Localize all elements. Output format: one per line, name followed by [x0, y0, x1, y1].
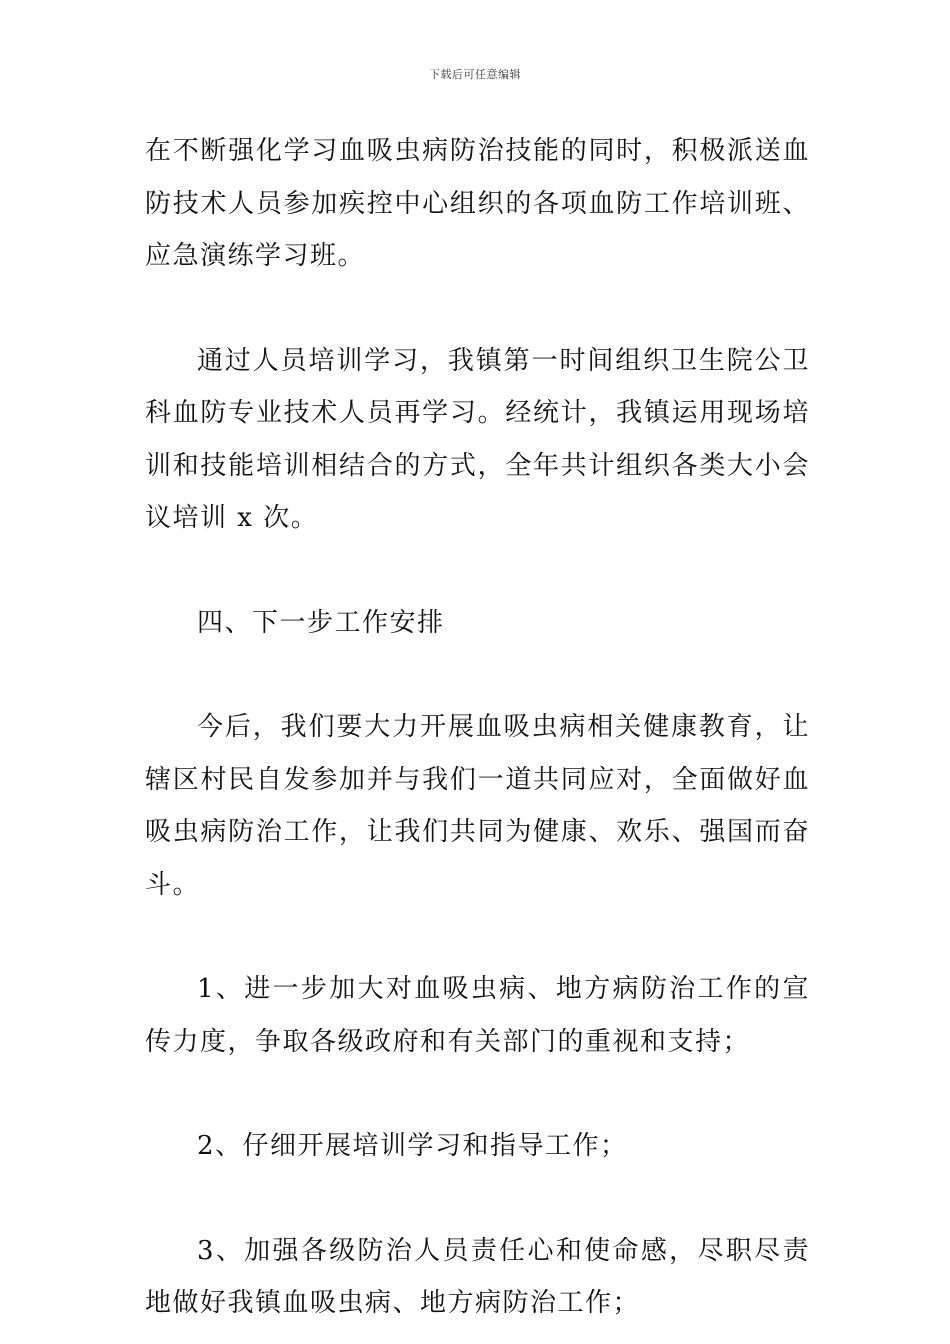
paragraph-gap — [145, 649, 810, 701]
paragraph-training-summary: 通过人员培训学习，我镇第一时间组织卫生院公卫科血防专业技术人员再学习。经统计，我镇运用现场培训和技能培训相结合的方式，全年共计组织各类大小会议培训 x 次。 — [145, 345, 810, 533]
list-item-1: 1、进一步加大对血吸虫病、地方病防治工作的宣传力度，争取各级政府和有关部门的重视和支持； — [145, 974, 810, 1057]
document-body — [145, 125, 810, 1330]
list-item-2: 2、仔细开展培训学习和指导工作； — [197, 1131, 628, 1161]
list-item-3: 3、加强各级防治人员责任心和使命感，尽职尽责地做好我镇血吸虫病、地方病防治工作； — [145, 1235, 810, 1318]
paragraph-gap — [145, 545, 810, 597]
header-note: 下载后可任意编辑 — [429, 68, 521, 81]
paragraph-gap — [145, 911, 810, 963]
paragraph-future-plan: 今后，我们要大力开展血吸虫病相关健康教育，让辖区村民自发参加并与我们一道共同应对，全面做好血吸虫病防治工作，让我们共同为健康、欢乐、强国而奋斗。 — [145, 712, 810, 900]
paragraph-gap — [145, 1068, 810, 1120]
paragraph-gap — [145, 283, 810, 335]
section-heading-next-steps: 四、下一步工作安排 — [197, 607, 445, 638]
paragraph-gap — [145, 1173, 810, 1225]
paragraph-training-continuation: 在不断强化学习血吸虫病防治技能的同时，积极派送血防技术人员参加疾控中心组织的各项血防工作培训班、应急演练学习班。 — [145, 136, 810, 271]
